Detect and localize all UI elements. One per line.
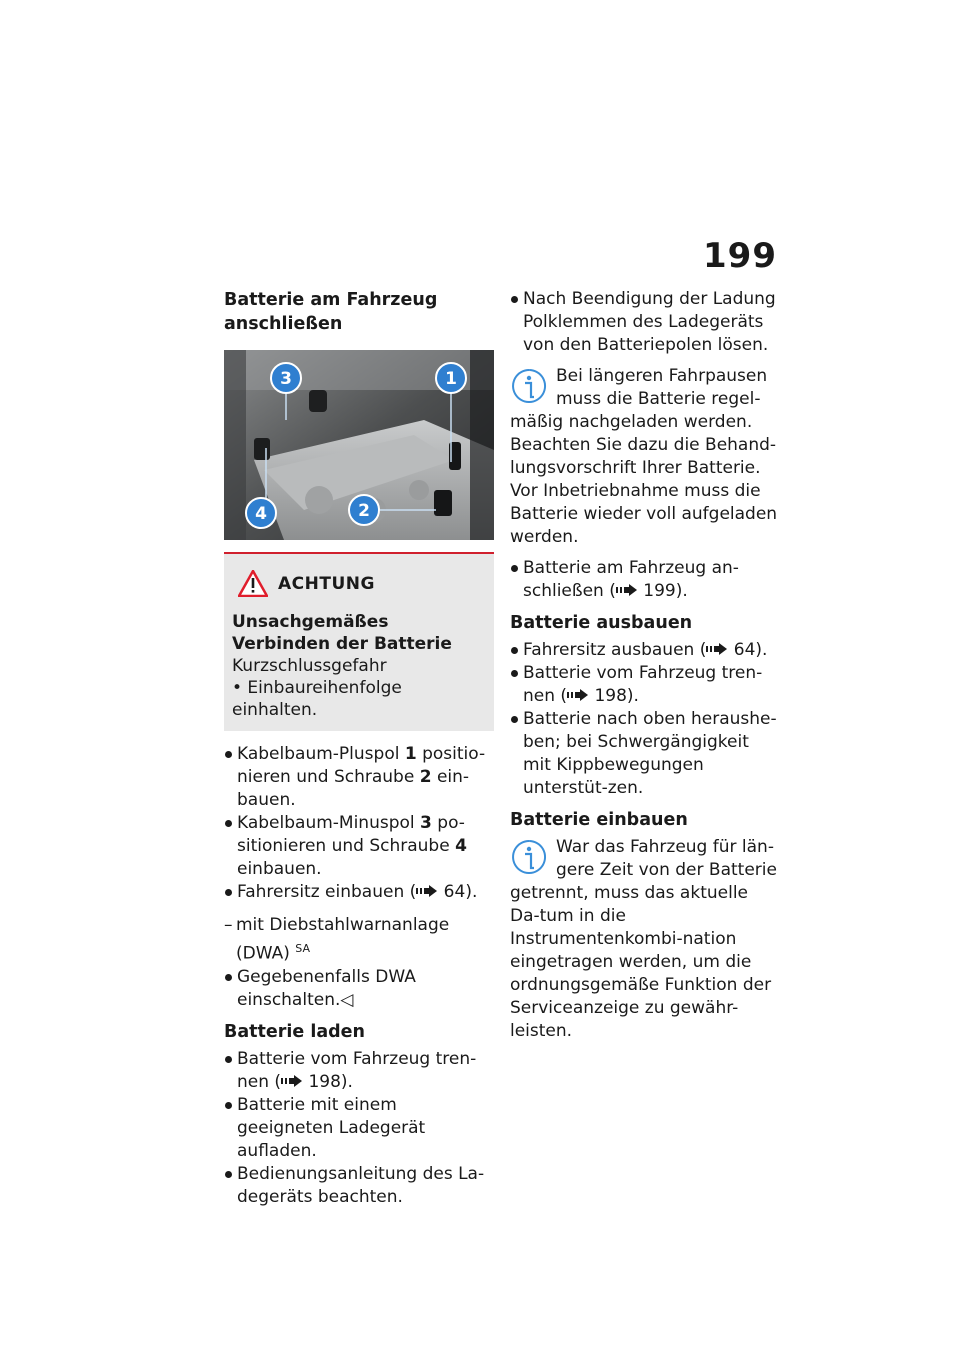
page-reference-arrow-icon <box>706 643 728 655</box>
warning-triangle-icon <box>238 570 268 597</box>
svg-text:3: 3 <box>280 369 292 389</box>
info-icon <box>510 838 548 876</box>
section-heading-remove: Batterie ausbauen <box>510 613 693 633</box>
warning-hazard: Kurzschlussgefahr <box>232 656 387 676</box>
page-reference-arrow-icon <box>567 689 589 701</box>
warning-box <box>224 552 494 731</box>
callout-1 <box>436 363 466 393</box>
callout-4 <box>246 498 276 528</box>
list-item: Batterie mit einem geeigneten Ladegerät aufladen. <box>224 1094 494 1163</box>
section-heading-install: Batterie einbauen <box>510 810 688 830</box>
callout-2 <box>349 495 379 525</box>
page-reference-link[interactable]: 198 <box>594 686 627 706</box>
list-item: Fahrersitz einbauen ( 64). <box>224 881 494 904</box>
condition-item: – mit Diebstahlwarnanlage (DWA) $^{SA}$ <box>224 914 494 966</box>
list-item: Batterie am Fahrzeug an-schließen ( 199). <box>510 557 780 603</box>
page-number: 199 <box>703 236 777 276</box>
right-column <box>510 288 780 1051</box>
page-reference-link[interactable]: 198 <box>308 1071 341 1092</box>
page-reference-link[interactable]: 64 <box>733 640 756 660</box>
battery-photo <box>224 350 494 540</box>
dwa-steps <box>224 966 494 1012</box>
left-column <box>224 288 494 1209</box>
page-reference-link[interactable]: 64 <box>443 882 466 902</box>
list-item: Nach Beendigung der Ladung Polklemmen des Ladegeräts von den Batteriepolen lösen. <box>510 288 780 357</box>
list-item: Batterie vom Fahrzeug tren-nen ( 198). <box>224 1048 494 1094</box>
info-icon <box>510 367 548 405</box>
page-reference-arrow-icon <box>281 1075 303 1087</box>
end-mark-icon: ◁ <box>340 989 354 1010</box>
section-heading-connect: Batterie am Fahrzeug anschließen <box>224 290 438 334</box>
connect-steps <box>224 743 494 904</box>
connect-step <box>510 557 780 603</box>
svg-text:1: 1 <box>445 369 457 389</box>
list-item: Bedienungsanleitung des La-degeräts beachten. <box>224 1163 494 1209</box>
callout-3 <box>271 363 301 393</box>
remove-steps <box>510 639 780 800</box>
info-note: Bei längeren Fahrpausen muss die Batterie regel-mäßig nachgeladen werden. Beachten Sie dazu die Behand-lungsvorschrift Ihrer Batterie. Vor Inbetriebnahme muss die Batterie wieder voll aufgeladen werden. <box>510 366 778 547</box>
page-reference-arrow-icon <box>416 885 438 897</box>
page-reference-arrow-icon <box>616 584 638 596</box>
after-charge-steps <box>510 288 780 357</box>
battery-illustration <box>224 350 494 540</box>
list-item: Fahrersitz ausbauen ( 64). <box>510 639 780 662</box>
warning-subtitle: Unsachgemäßes Verbinden der Batterie <box>232 612 452 654</box>
list-item: Batterie vom Fahrzeug tren-nen ( 198). <box>510 662 780 708</box>
list-item: Batterie nach oben heraushe-ben; bei Schwergängigkeit mit Kippbewegungen unterstüt-zen. <box>510 708 780 800</box>
warning-title: ACHTUNG <box>278 573 375 594</box>
svg-text:2: 2 <box>358 501 370 521</box>
list-item: Kabelbaum-Pluspol 1 positio-nieren und Schraube 2 ein-bauen. <box>224 743 494 812</box>
page-reference-link[interactable]: 199 <box>643 581 676 601</box>
list-item: Kabelbaum-Minuspol 3 po-sitionieren und Schraube 4 einbauen. <box>224 812 494 881</box>
svg-text:4: 4 <box>255 504 267 524</box>
warning-action: • Einbaureihenfolge einhalten. <box>232 678 402 720</box>
section-heading-charge: Batterie laden <box>224 1021 365 1042</box>
list-item: Gegebenenfalls DWA einschalten.◁ <box>224 966 494 1012</box>
info-note: War das Fahrzeug für län-gere Zeit von der Batterie getrennt, muss das aktuelle Da-tum in die Instrumentenkombi-nation eingetragen werden, um die ordnungsgemäße Funktion der Serviceanzeige zu gewähr-leisten. <box>510 837 777 1041</box>
charge-steps <box>224 1048 494 1209</box>
